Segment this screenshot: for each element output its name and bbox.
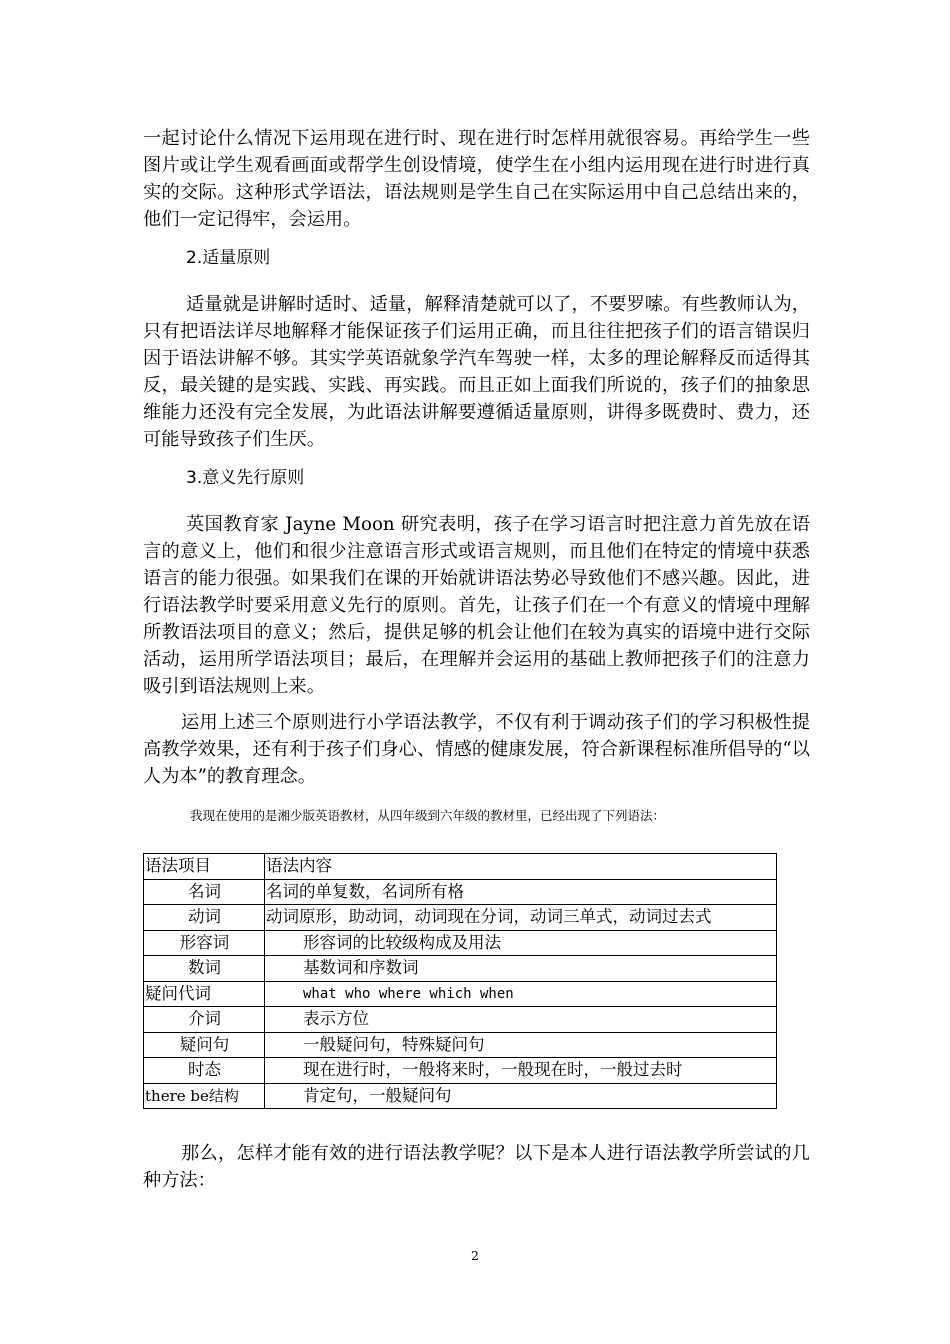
grammar-item-cell: 名词 [144,879,265,905]
table-row [144,1032,777,1058]
grammar-item-cell: 动词 [144,905,265,931]
grammar-content-cell: what who where which when [265,981,777,1007]
grammar-item-cell: there be结构 [144,1083,265,1109]
table-row [144,879,777,905]
grammar-items-table [143,853,777,1109]
header-grammar-content: 语法内容 [265,854,777,880]
grammar-content-cell: 现在进行时，一般将来时，一般现在时，一般过去时 [265,1058,777,1084]
table-header-row [144,854,777,880]
table-row [144,930,777,956]
grammar-content-cell: 一般疑问句，特殊疑问句 [265,1032,777,1058]
page-number: 2 [471,1248,479,1263]
paragraph-intro-continuation: 一起讨论什么情况下运用现在进行时、现在进行时怎样用就很容易。再给学生一些图片或让学生观看画面或帮学生创设情境，使学生在小组内运用现在进行时进行真实的交际。这种形式学语法，语法规则是学生自己在实际运用中自己总结出来的，他们一定记得牢，会运用。 [143,128,810,230]
paragraph-summary: 运用上述三个原则进行小学语法教学，不仅有利于调动孩子们的学习积极性提高教学效果，还有利于孩子们身心、情感的健康发展，符合新课程标准所倡导的“以人为本”的教育理念。 [143,712,810,787]
paragraph-methods-intro: 那么，怎样才能有效的进行语法教学呢？以下是本人进行语法教学所尝试的几种方法： [143,1143,810,1191]
grammar-content-cell: 基数词和序数词 [265,956,777,982]
grammar-content-cell: 肯定句，一般疑问句 [265,1083,777,1109]
grammar-content-cell: 表示方位 [265,1007,777,1033]
grammar-item-cell: 形容词 [144,930,265,956]
grammar-item-cell: 介词 [144,1007,265,1033]
heading-moderation-principle: 2.适量原则 [186,248,271,268]
heading-meaning-first-principle: 3.意义先行原则 [186,468,305,488]
table-row [144,1083,777,1109]
grammar-content-cell: 名词的单复数，名词所有格 [265,879,777,905]
textbook-note: 我现在使用的是湘少版英语教材，从四年级到六年级的教材里，已经出现了下列语法： [190,808,666,823]
paragraph-moderation-principle: 适量就是讲解时适时、适量，解释清楚就可以了，不要罗嗦。有些教师认为，只有把语法详尽地解释才能保证孩子们运用正确，而且往往把孩子们的语言错误归因于语法讲解不够。其实学英语就象学汽车驾驶一样，太多的理论解释反而适得其反，最关键的是实践、实践、再实践。而且正如上面我们所说的，孩子们的抽象思维能力还没有完全发展，为此语法讲解要遵循适量原则，讲得多既费时、费力，还可能导致孩子们生厌。 [143,294,810,450]
table-row [144,981,777,1007]
table-row [144,1007,777,1033]
table-row [144,956,777,982]
grammar-item-cell: 时态 [144,1058,265,1084]
grammar-content-cell: 形容词的比较级构成及用法 [265,930,777,956]
table-row [144,1058,777,1084]
grammar-item-cell: 疑问句 [144,1032,265,1058]
paragraph-meaning-first-principle: 英国教育家 Jayne Moon 研究表明，孩子在学习语言时把注意力首先放在语言的意义上，他们和很少注意语言形式或语言规则，而且他们在特定的情境中获悉语言的能力很强。如果我们在课的开始就讲语法势必导致他们不感兴趣。因此，进行语法教学时要采用意义先行的原则。首先，让孩子们在一个有意义的情境中理解所教语法项目的意义；然后，提供足够的机会让他们在较为真实的语境中进行交际活动，运用所学语法项目；最后，在理解并会运用的基础上教师把孩子们的注意力吸引到语法规则上来。 [143,514,810,697]
header-grammar-item: 语法项目 [144,854,265,880]
grammar-item-cell: 疑问代词 [144,981,265,1007]
table-row [144,905,777,931]
grammar-content-cell: 动词原形，助动词，动词现在分词，动词三单式，动词过去式 [265,905,777,931]
grammar-item-cell: 数词 [144,956,265,982]
